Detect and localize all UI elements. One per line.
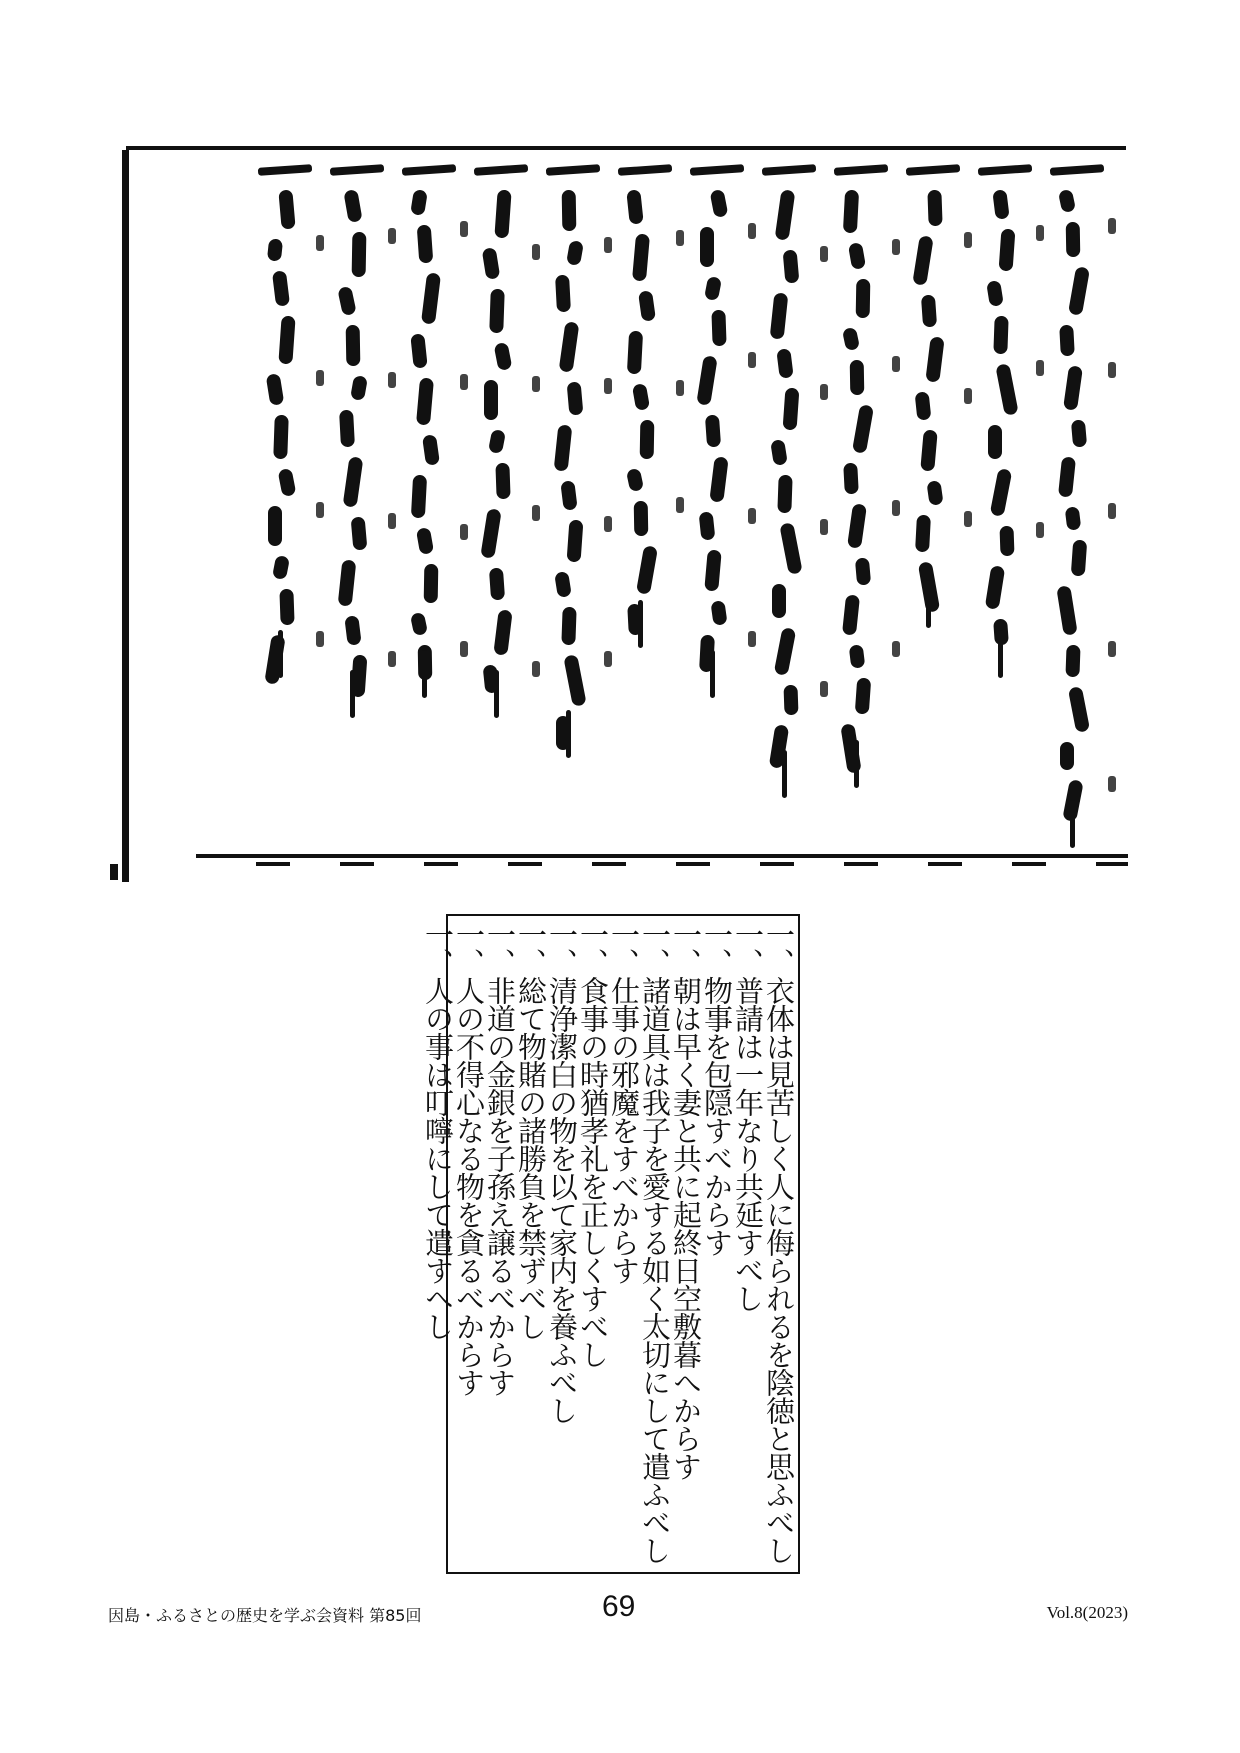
scan-border-left: [122, 150, 129, 882]
manuscript-column: [470, 160, 534, 850]
manuscript-columns: [254, 160, 1110, 850]
manuscript-scan-image: [86, 112, 1128, 882]
scan-bottom-marks: [256, 862, 1128, 880]
manuscript-column: [398, 160, 462, 850]
transcription-lines: [421, 920, 796, 1564]
scan-border-top: [126, 146, 1126, 150]
transcription-line: 一、清浄潔白の物を以て家内を養ふべし: [545, 920, 579, 1424]
page-number: 69: [602, 1590, 636, 1623]
footer-series-title: 因島・ふるさとの歴史を学ぶ会資料 第85回: [108, 1606, 422, 1625]
transcription-line: 一、衣体は見苦しく人に侮られるを陰徳と思ふべし: [762, 920, 796, 1564]
transcription-line: 一、普請は一年なり共延すべし: [731, 920, 765, 1312]
footer-volume: Vol.8(2023): [1046, 1603, 1128, 1622]
transcription-line: 一、非道の金銀を子孫え譲るべからす: [483, 920, 517, 1396]
transcription-line: 一、仕事の邪魔をすべからす: [607, 920, 641, 1284]
transcription-line: 一、総て物賭の諸勝負を禁ずべし: [514, 920, 548, 1340]
transcription-line: 一、人の事は叮嚀にして遣すへし: [421, 920, 455, 1340]
transcription-line: 一、物事を包隠すべからす: [700, 920, 734, 1256]
manuscript-column: [686, 160, 750, 850]
manuscript-column: [902, 160, 966, 850]
transcription-line: 一、食事の時猶孝礼を正しくすべし: [576, 920, 610, 1368]
transcription-line: 一、人の不得心なる物を貪るべからす: [452, 920, 486, 1396]
manuscript-column: [758, 160, 822, 850]
scan-mark: [110, 864, 118, 880]
manuscript-column: [974, 160, 1038, 850]
manuscript-column: [542, 160, 606, 850]
transcription-box: [421, 914, 800, 1574]
manuscript-column: [254, 160, 318, 850]
transcription-line: 一、諸道具は我子を愛する如く太切にして遣ふべし: [638, 920, 672, 1564]
manuscript-column: [830, 160, 894, 850]
manuscript-column: [614, 160, 678, 850]
scan-border-bottom: [196, 854, 1128, 858]
transcription-line: 一、朝は早く妻と共に起終日空敷暮へからす: [669, 920, 703, 1480]
manuscript-column: [1046, 160, 1110, 850]
manuscript-column: [326, 160, 390, 850]
